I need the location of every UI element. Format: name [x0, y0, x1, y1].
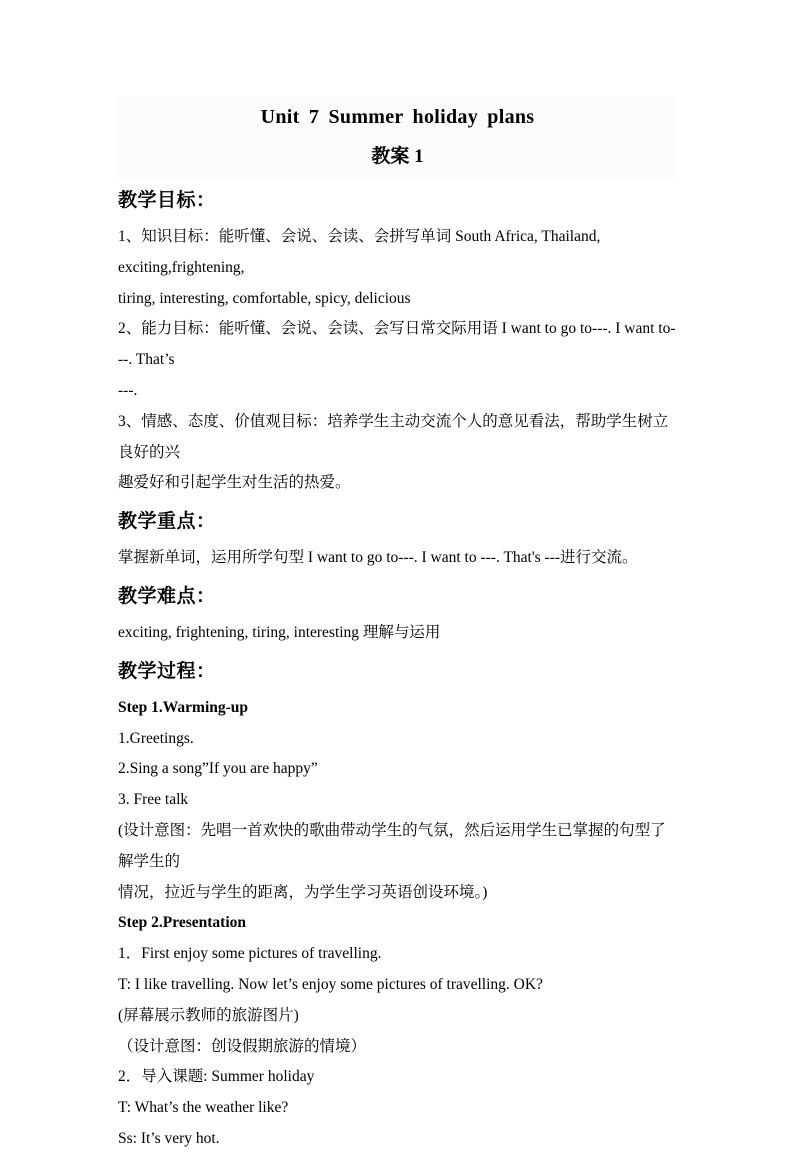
step-heading-warming-up: Step 1.Warming-up [118, 698, 249, 716]
text-line: （设计意图：创设假期旅游的情境） [118, 1037, 367, 1055]
text-line: 2．导入课题: Summer holiday [118, 1068, 315, 1086]
title-block [118, 96, 677, 178]
document-subtitle: 教案 1 [371, 146, 424, 167]
text-line: 1、知识目标：能听懂、会说、会读、会拼写单词 South Africa, Thailand, exciting,frightening, [118, 228, 601, 276]
text-line: 趣爱好和引起学生对生活的热爱。 [118, 474, 351, 492]
text-line: 3、情感、态度、价值观目标：培养学生主动交流个人的意见看法，帮助学生树立良好的兴 [118, 412, 669, 461]
step-heading-presentation: Step 2.Presentation [118, 914, 247, 932]
text-line: ---. [118, 381, 138, 399]
text-line: 掌握新单词，运用所学句型 I want to go to---. I want to ---. That's ---进行交流。 [118, 549, 638, 567]
text-line: (设计意图：先唱一首欢快的歌曲带动学生的气氛，然后运用学生已掌握的句型了解学生的 [118, 821, 666, 870]
text-line: T: I like travelling. Now let’s enjoy some pictures of travelling. OK? [118, 975, 543, 993]
text-line: exciting, frightening, tiring, interesting 理解与运用 [118, 623, 441, 641]
section-heading-difficulties: 教学难点： [118, 585, 216, 607]
text-line: Ss: It’s very hot. [118, 1129, 220, 1147]
document-title: Unit 7 Summer holiday plans [260, 106, 535, 128]
text-line: 2、能力目标：能听懂、会说、会读、会写日常交际用语 I want to go to---. I want to---. That’s [118, 320, 676, 369]
text-line: 情况，拉近与学生的距离，为学生学习英语创设环境。) [118, 883, 488, 901]
text-line: 3. Free talk [118, 791, 189, 809]
section-heading-key-points: 教学重点： [118, 511, 216, 533]
text-line: 1.Greetings. [118, 729, 194, 747]
text-line: tiring, interesting, comfortable, spicy, delicious [118, 289, 411, 307]
text-line: T: What’s the weather like? [118, 1099, 289, 1117]
text-line: 2.Sing a song”If you are happy” [118, 760, 318, 778]
section-heading-process: 教学过程： [118, 660, 216, 682]
section-heading-objectives: 教学目标： [118, 190, 216, 211]
text-line: 1．First enjoy some pictures of travelling. [118, 945, 382, 963]
text-line: (屏幕展示教师的旅游图片) [118, 1006, 299, 1024]
